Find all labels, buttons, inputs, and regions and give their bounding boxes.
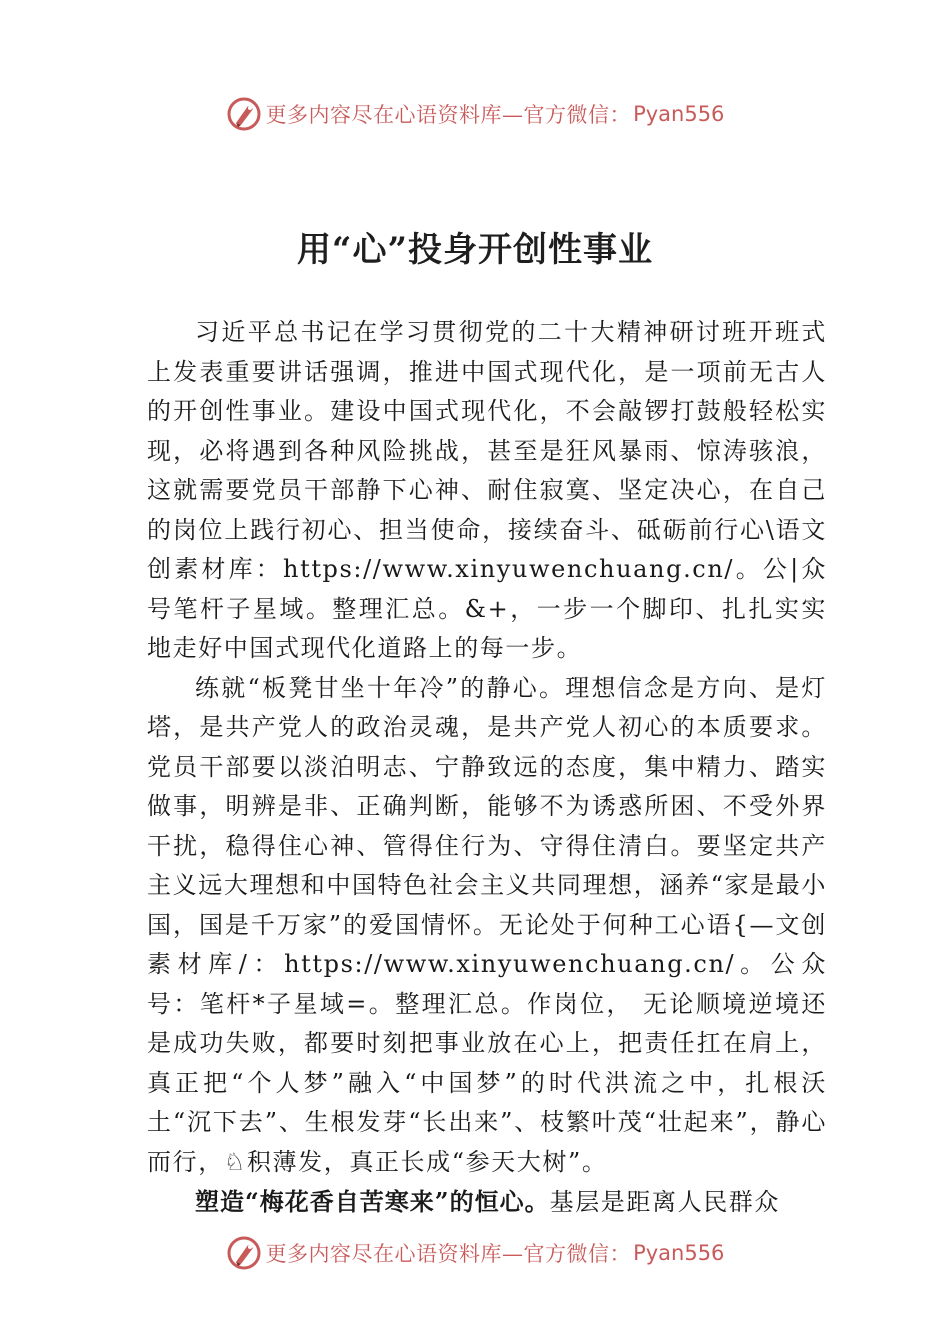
paragraph-2: 练就“板凳甘坐十年冷”的静心。理想信念是方向、是灯塔，是共产党人的政治灵魂，是共产党人初心的本质要求。党员干部要以淡泊明志、宁静致远的态度，集中精力、踏实做事，明辨是非、正确判断，能够不为诱惑所困、不受外界干扰，稳得住心神、管得住行为、守得住清白。要坚定共产主义远大理想和中国特色社会主义共同理想，涵养“家是最小国，国是千万家”的爱国情怀。无论处于何种工心语{—文创素材库/：https://www.xinyuwenchuang.cn/。公众号：笔杆*子星域=。整理汇总。作岗位， 无论顺境逆境还是成功失败，都要时刻把事业放在心上，把责任扛在肩上，真正把“个人梦”融入“中国梦”的时代洪流之中，扎根沃土“沉下去”、生根发芽“长出来”、枝繁叶茂“壮起来”，静心而行，♘积薄发，真正长成“参天大树”。	[147, 673, 827, 1176]
banner-wechat-id: Pyan556	[633, 1241, 725, 1265]
pen-logo-icon	[226, 96, 262, 132]
header-banner	[0, 94, 950, 134]
pen-logo-icon	[226, 1235, 262, 1271]
paragraph-3-lead: 塑造“梅花香自苦寒来”的恒心。	[195, 1187, 550, 1216]
banner-text: 更多内容尽在心语资料库—官方微信：	[265, 103, 632, 127]
banner-text: 更多内容尽在心语资料库—官方微信：	[265, 1242, 632, 1266]
banner-wechat-id: Pyan556	[633, 102, 725, 126]
paragraph-1: 习近平总书记在学习贯彻党的二十大精神研讨班开班式上发表重要讲话强调，推进中国式现代化，是一项前无古人的开创性事业。建设中国式现代化，不会敲锣打鼓般轻松实现，必将遇到各种风险挑战，甚至是狂风暴雨、惊涛骇浪，这就需要党员干部静下心神、耐住寂寞、坚定决心，在自己的岗位上践行初心、担当使命，接续奋斗、砥砺前行心\语文创素材库：https://www.xinyuwenchuang.cn/。公|众号笔杆子星域。整理汇总。&+，一步一个脚印、扎扎实实地走好中国式现代化道路上的每一步。	[147, 318, 827, 662]
document-title: 用“心”投身开创性事业	[296, 229, 654, 270]
document-body	[147, 313, 827, 1223]
paragraph-3	[147, 1182, 827, 1223]
paragraph-3-rest: 基层是距离人民群众	[549, 1188, 781, 1216]
footer-banner	[0, 1233, 950, 1273]
